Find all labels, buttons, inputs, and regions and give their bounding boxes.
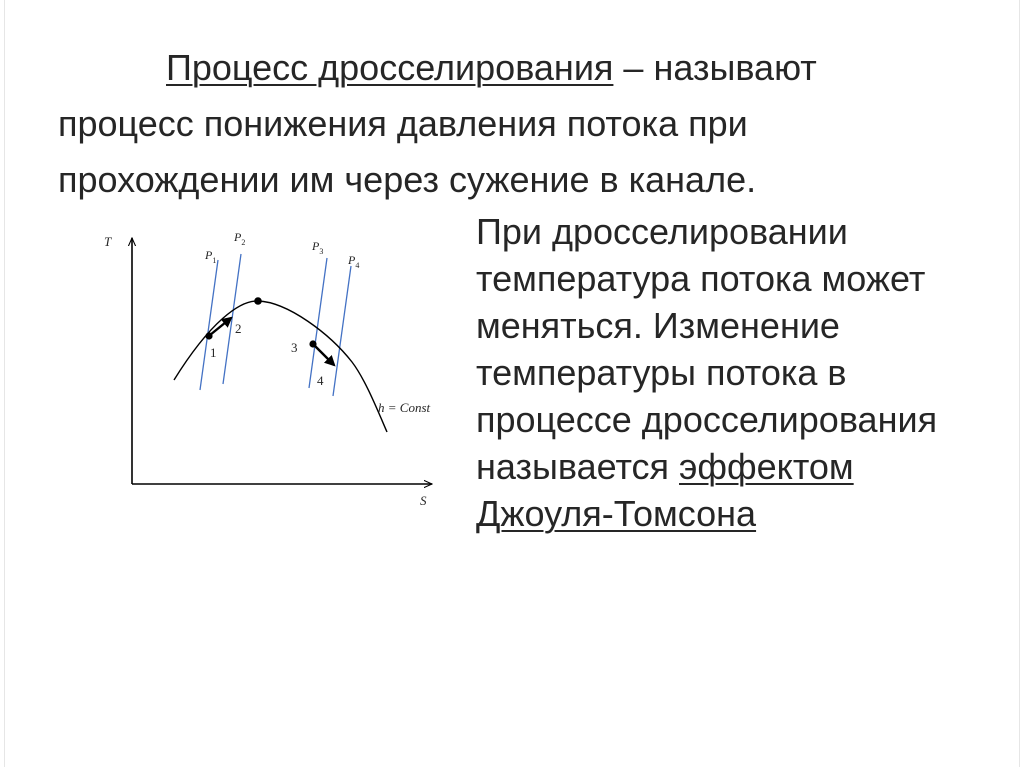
side-line-2: температура потока может: [476, 258, 926, 299]
enthalpy-curve: [174, 301, 387, 432]
side-line-3: меняться. Изменение: [476, 305, 840, 346]
point-label-3: 3: [291, 340, 298, 355]
side-line-6: [476, 443, 996, 490]
joule-thomson-term-1: эффектом: [679, 446, 854, 487]
curve-max-point: [254, 297, 262, 305]
side-line-5: процессе дросселирования: [476, 399, 938, 440]
isobar-p2-sub: 2: [241, 238, 246, 247]
throttling-term: Процесс дросселирования: [166, 47, 614, 88]
isobar-label-p4: [347, 253, 359, 270]
isobar-p3-sub: 3: [319, 247, 324, 256]
slide-right-edge: [1019, 0, 1020, 767]
side-paragraph: [476, 208, 996, 537]
ts-diagram: [90, 222, 460, 518]
side-line-4: температуры потока в: [476, 352, 847, 393]
slide-left-edge: [4, 0, 5, 767]
isobar-label-p1: [204, 248, 216, 265]
isobar-p3-letter: P: [312, 239, 320, 253]
side-line-1: При дросселировании: [476, 211, 848, 252]
isobar-p1-letter: P: [205, 248, 213, 262]
process-arrow-3-4: [314, 345, 334, 365]
isobar-p1-sub: 1: [212, 256, 217, 265]
isobar-p2-letter: P: [234, 230, 242, 244]
point-label-4: 4: [317, 373, 324, 388]
isobar-p3: [309, 258, 327, 388]
isobar-p2: [223, 254, 241, 384]
point-label-2: 2: [235, 321, 242, 336]
isobar-p4-letter: P: [348, 253, 356, 267]
isobar-label-p3: [311, 239, 323, 256]
side-line-6-prefix: называется: [476, 446, 680, 487]
joule-thomson-term-2: Джоуля-Томсона: [476, 493, 757, 534]
isobar-label-p2: [233, 230, 245, 247]
intro-paragraph: [58, 40, 958, 208]
intro-line-3: прохождении им через сужение в канале.: [58, 159, 757, 200]
enthalpy-curve-label: h = Const: [378, 400, 431, 415]
s-axis-label: S: [420, 493, 427, 508]
point-label-1: 1: [210, 345, 217, 360]
intro-line-1-rest: – называют: [613, 47, 817, 88]
side-line-7: [476, 490, 996, 537]
intro-line-2: процесс понижения давления потока при: [58, 103, 748, 144]
intro-line-1: [58, 40, 958, 96]
isobar-p4-sub: 4: [355, 261, 360, 270]
t-axis-label: T: [104, 234, 112, 249]
isobar-p4: [333, 266, 351, 396]
